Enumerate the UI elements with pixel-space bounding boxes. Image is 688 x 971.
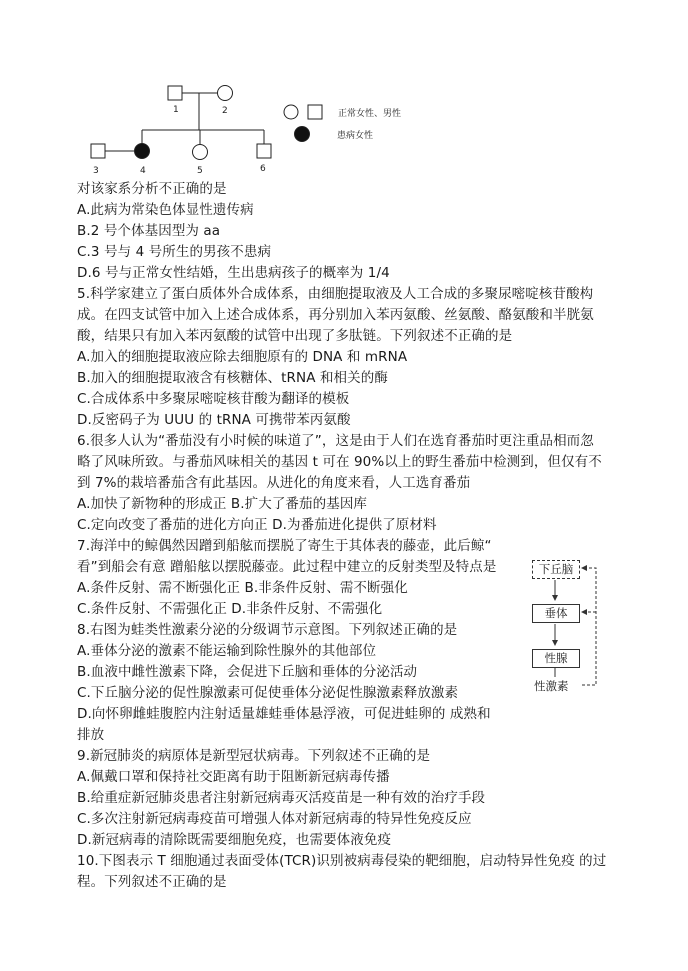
text-line-03: B.2 号个体基因型为 aa	[77, 223, 221, 239]
pedigree-number-1: 1	[173, 105, 179, 115]
text-line-25: C.下丘脑分泌的促性腺激素可促使垂体分泌促性腺激素释放激素	[77, 685, 459, 701]
pedigree-number-4: 4	[140, 166, 146, 176]
text-line-23: A.垂体分泌的激素不能运输到除性腺外的其他部位	[77, 643, 377, 659]
individual-2-female	[218, 86, 233, 101]
legend-normal-female-icon	[284, 105, 298, 119]
text-line-34: 程。下列叙述不正确的是	[77, 874, 227, 890]
hormone-regulation-diagram	[524, 556, 604, 700]
text-line-04: C.3 号与 4 号所生的男孩不患病	[77, 244, 272, 260]
text-line-29: A.佩戴口罩和保持社交距离有助于阻断新冠病毒传播	[77, 769, 390, 785]
text-line-22: 8.右图为蛙类性激素分泌的分级调节示意图。下列叙述正确的是	[77, 622, 458, 638]
text-line-33: 10.下图表示 T 细胞通过表面受体(TCR)识别被病毒侵染的靶细胞，启动特异性免疫 的过	[77, 853, 607, 869]
text-line-24: B.血液中雌性激素下降，会促进下丘脑和垂体的分泌活动	[77, 664, 418, 680]
legend-affected-label: 患病女性	[337, 131, 374, 141]
text-line-28: 9.新冠肺炎的病原体是新型冠状病毒。下列叙述不正确的是	[77, 748, 431, 764]
text-line-08: 酸，结果只有加入苯丙氨酸的试管中出现了多肽链。下列叙述不正确的是	[77, 328, 513, 344]
text-line-10: B.加入的细胞提取液含有核糖体、tRNA 和相关的酶	[77, 370, 388, 386]
pedigree-number-3: 3	[93, 166, 99, 176]
text-line-06: 5.科学家建立了蛋白质体外合成体系，由细胞提取液及人工合成的多聚尿嘧啶核苷酸构	[77, 286, 594, 302]
text-line-07: 成。在四支试管中加入上述合成体系，再分别加入苯丙氨酸、丝氨酸、酪氨酸和半胱氨	[77, 307, 594, 323]
pituitary-box: 垂体	[532, 604, 580, 623]
individual-4-affected-female	[135, 144, 150, 159]
text-line-31: C.多次注射新冠病毒疫苗可增强人体对新冠病毒的特异性免疫反应	[77, 811, 472, 827]
text-line-27: 排放	[77, 727, 105, 743]
text-line-17: C.定向改变了番茄的进化方向正 D.为番茄进化提供了原材料	[77, 517, 437, 533]
text-line-05: D.6 号与正常女性结婚，生出患病孩子的概率为 1/4	[77, 265, 390, 281]
text-line-15: 到 7%的栽培番茄含有此基因。从进化的角度来看，人工选育番茄	[77, 475, 471, 491]
gonad-box: 性腺	[532, 649, 580, 668]
text-line-20: A.条件反射、需不断强化正 B.非条件反射、需不断强化	[77, 580, 408, 596]
legend-normal-male-icon	[308, 105, 322, 119]
individual-5-female	[193, 145, 208, 160]
individual-1-male	[168, 86, 182, 100]
text-line-11: C.合成体系中多聚尿嘧啶核苷酸为翻译的模板	[77, 391, 350, 407]
text-line-18: 7.海洋中的鲸偶然因蹭到船舷而摆脱了寄生于其体表的藤壶，此后鲸“	[77, 538, 492, 554]
legend-affected-female-icon	[295, 127, 310, 142]
text-line-19: 看”到船会有意 蹭船舷以摆脱藤壶。此过程中建立的反射类型及特点是	[77, 559, 497, 575]
text-line-02: A.此病为常染色体显性遗传病	[77, 202, 254, 218]
sex-hormone-label: 性激素	[534, 679, 569, 693]
pedigree-chart	[84, 80, 424, 180]
individual-3-male	[91, 144, 105, 158]
text-line-14: 略了风味所致。与番茄风味相关的基因 t 可在 90%以上的野生番茄中检测到，但仅有不	[77, 454, 602, 470]
text-line-01: 对该家系分析不正确的是	[77, 181, 227, 197]
text-line-13: 6.很多人认为“番茄没有小时候的味道了”，这是由于人们在选育番茄时更注重品相而忽	[77, 433, 594, 449]
text-line-09: A.加入的细胞提取液应除去细胞原有的 DNA 和 mRNA	[77, 349, 408, 365]
text-line-32: D.新冠病毒的清除既需要细胞免疫，也需要体液免疫	[77, 832, 392, 848]
pedigree-number-5: 5	[197, 166, 203, 176]
individual-6-male	[257, 144, 271, 158]
pedigree-number-2: 2	[222, 106, 228, 116]
text-line-16: A.加快了新物种的形成正 B.扩大了番茄的基因库	[77, 496, 368, 512]
text-line-21: C.条件反射、不需强化正 D.非条件反射、不需强化	[77, 601, 383, 617]
text-line-26: D.向怀卵雌蛙腹腔内注射适量雄蛙垂体悬浮液，可促进蛙卵的 成熟和	[77, 706, 491, 722]
hypothalamus-box: 下丘脑	[532, 560, 580, 579]
text-line-30: B.给重症新冠肺炎患者注射新冠病毒灭活疫苗是一种有效的治疗手段	[77, 790, 486, 806]
legend-normal-label: 正常女性、男性	[338, 109, 402, 119]
text-line-12: D.反密码子为 UUU 的 tRNA 可携带苯丙氨酸	[77, 412, 351, 428]
pedigree-number-6: 6	[260, 164, 266, 174]
